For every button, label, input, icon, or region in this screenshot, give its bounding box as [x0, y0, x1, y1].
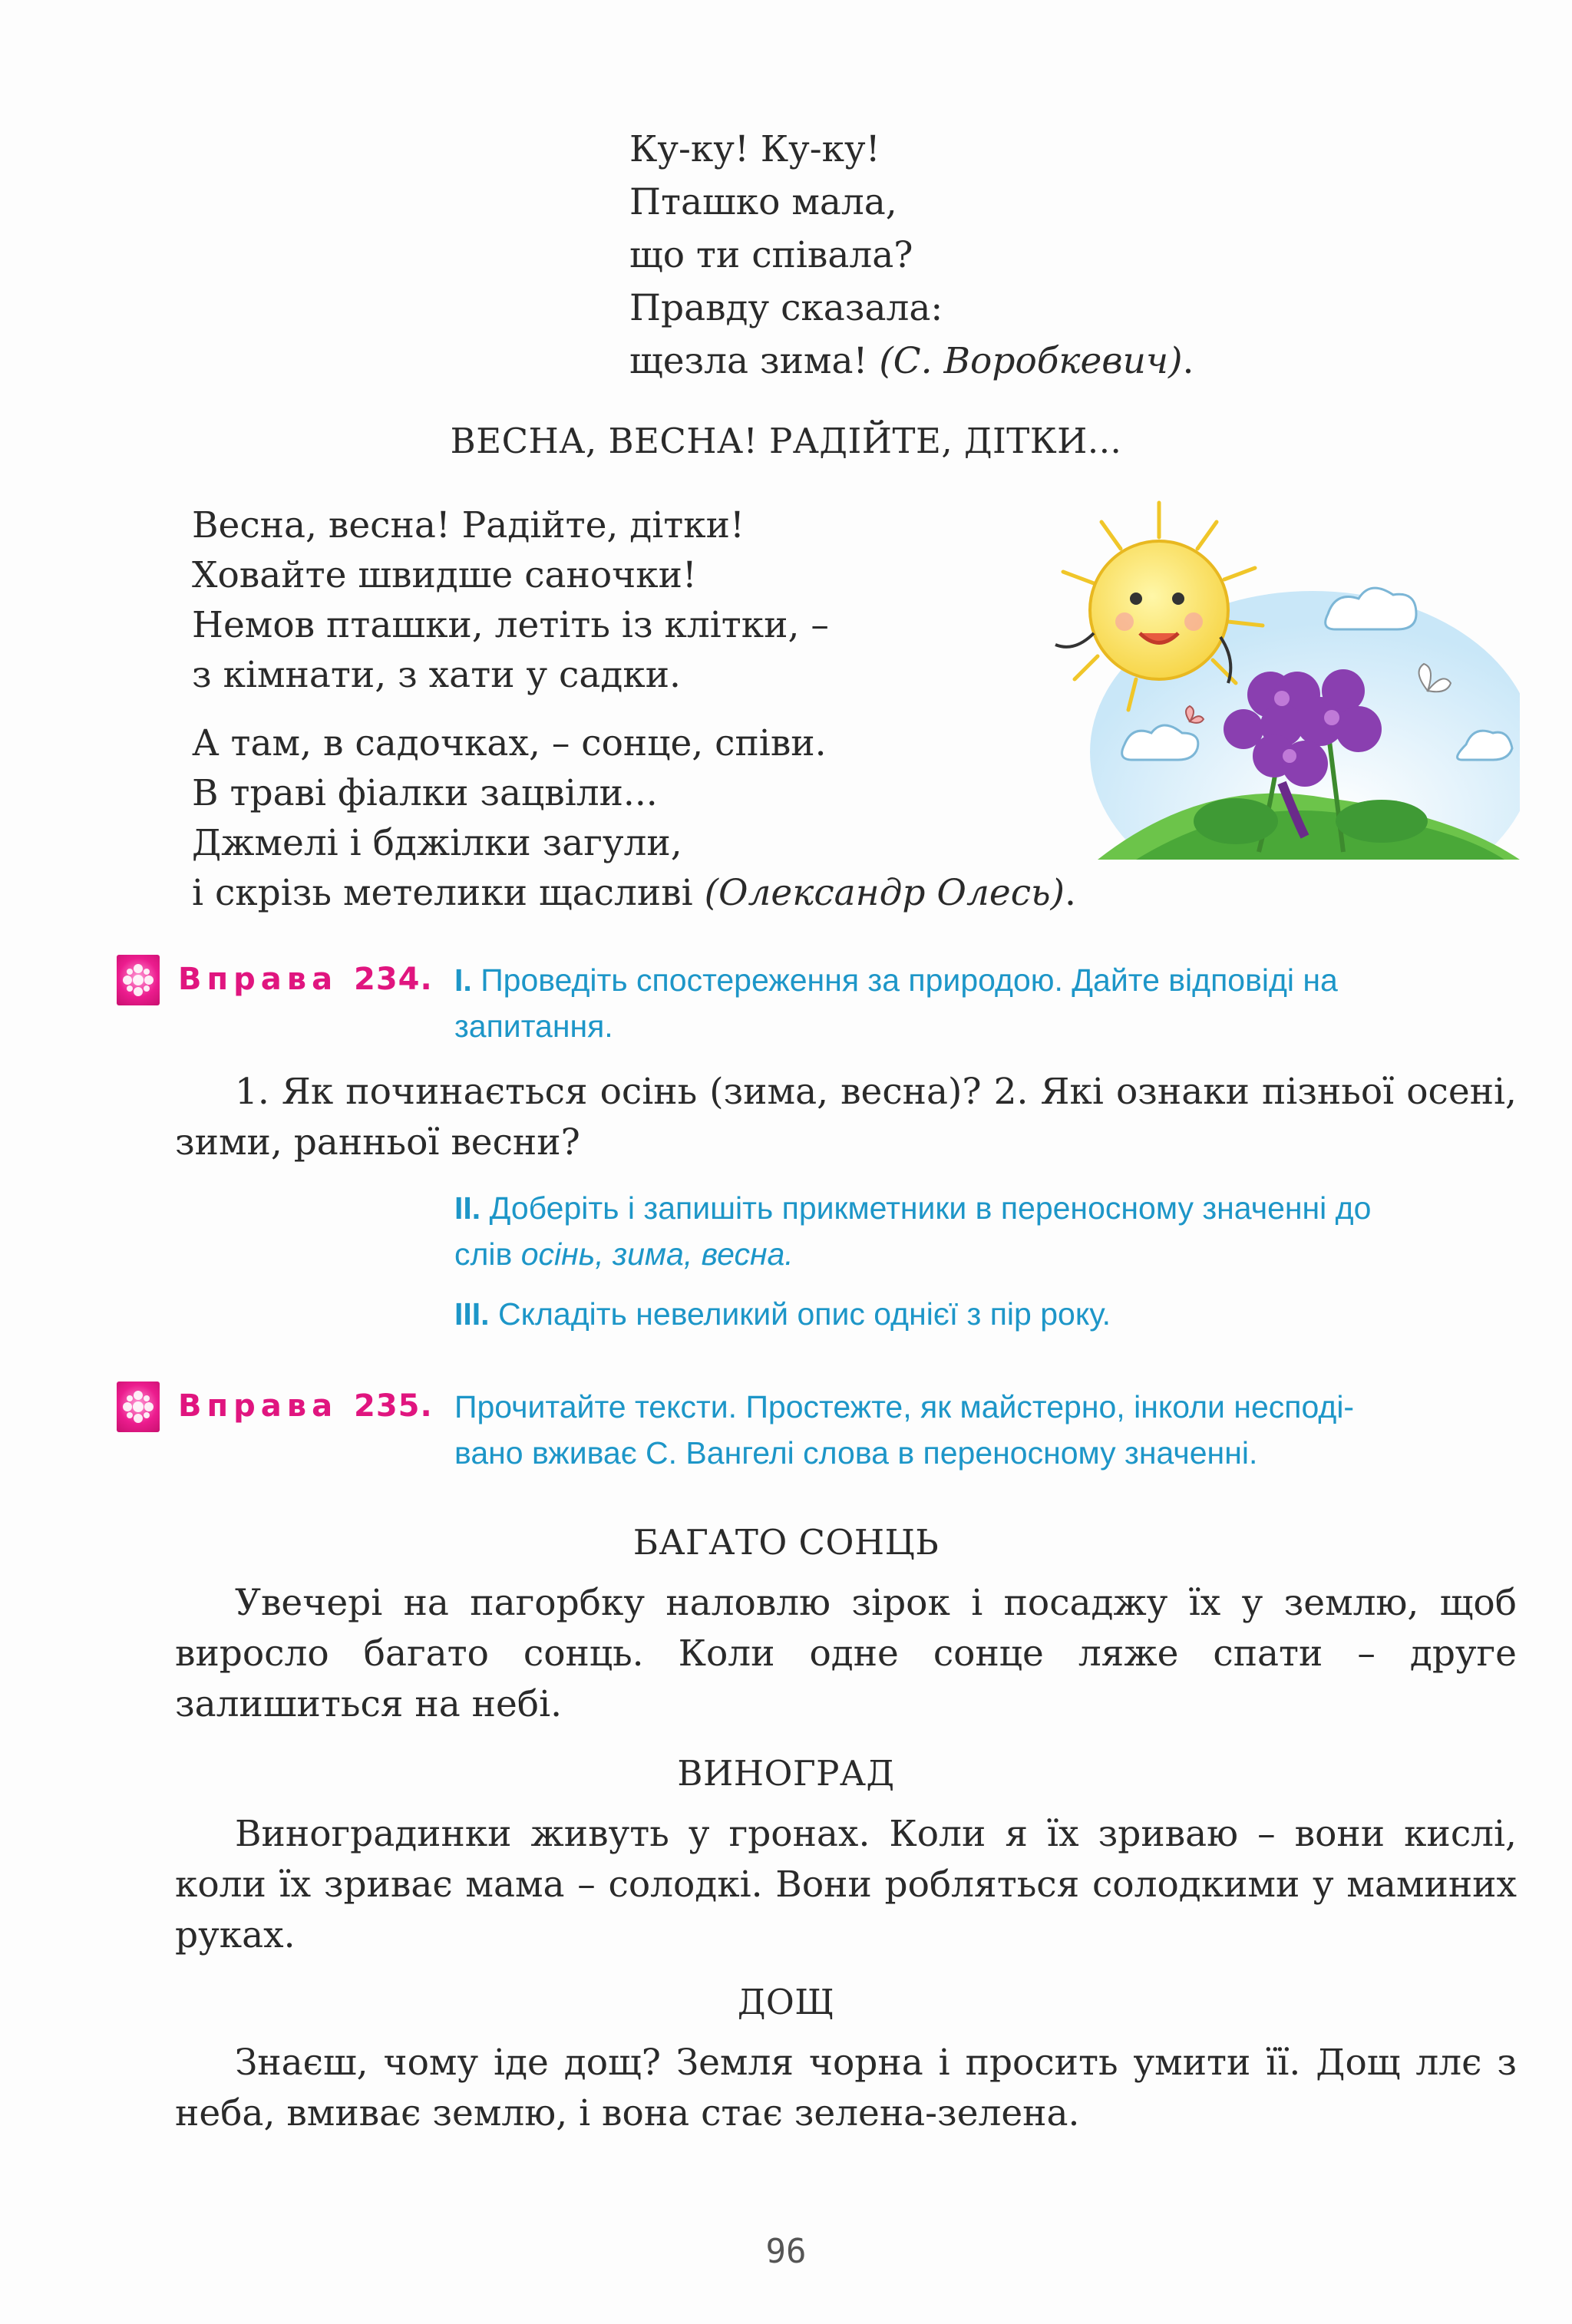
- exercise-234-task-2: [454, 1185, 1521, 1277]
- poem-author: (С. Воробкевич): [879, 340, 1183, 382]
- text-body: Увечері на пагорбку наловлю зірок і посаджу їх у землю, щоб виросло багато сонць. Коли одне сонце ляже спати – друге залишиться на небі.: [175, 1582, 1517, 1725]
- poem-line: Немов пташки, летіть із клітки, –: [192, 604, 829, 646]
- flower-ornament-icon: [117, 955, 160, 1005]
- poem-cuckoo: [629, 123, 1194, 388]
- exercise-234-questions: 1. Як починається осінь (зима, весна)? 2. Які ознаки пізньої осені, зими, ранньої весни?: [175, 1071, 1517, 1164]
- task-text: вано вживає С. Вангелі слова в переносному значенні.: [454, 1435, 1258, 1471]
- task-text: Прочитайте тексти. Простежте, як майстерно, інколи несподі-: [454, 1389, 1355, 1424]
- poem-line: що ти співала?: [629, 234, 913, 276]
- task-text: Складіть невеликий опис однієї з пір року.: [497, 1296, 1111, 1332]
- poem-spring-title: ВЕСНА, ВЕСНА! РАДІЙТЕ, ДІТКИ...: [450, 421, 1122, 461]
- sun-violets-illustration: [1052, 499, 1520, 860]
- task-text: слів: [454, 1236, 513, 1272]
- poem-line: А там, в садочках, – сонце, співи.: [192, 722, 827, 764]
- poem-line: і скрізь метелики щасливі: [192, 872, 693, 914]
- poem-line: Ховайте швидше саночки!: [192, 554, 697, 596]
- poem-line: щезла зима!: [629, 340, 868, 382]
- poem-line: Весна, весна! Радійте, дітки!: [192, 504, 745, 546]
- poem-line-last: [629, 335, 1194, 388]
- flower-ornament-icon: [117, 1382, 160, 1432]
- exercise-234-task-3: [454, 1291, 1521, 1337]
- poem-line: з кімнати, з хати у садки.: [192, 654, 681, 696]
- exercise-234-label: [178, 962, 433, 997]
- exercise-label-word: Вправа: [178, 962, 339, 997]
- poem-spring-stanza-1: [192, 500, 829, 700]
- poem-line-last: [192, 868, 1076, 918]
- exercise-235-label: [178, 1388, 433, 1424]
- task-text: Доберіть і запишіть прикметники в переносному значенні до: [489, 1190, 1372, 1226]
- page-number: 96: [765, 2232, 807, 2271]
- text-title: ВИНОГРАД: [677, 1753, 895, 1794]
- task-roman-numeral: І.: [454, 962, 472, 998]
- poem-line: Ку-ку! Ку-ку!: [629, 128, 880, 170]
- task-roman-numeral: ІІ.: [454, 1190, 481, 1226]
- task-text: запитання.: [454, 1008, 613, 1044]
- exercise-235-task: [454, 1384, 1521, 1476]
- poem-line: Пташко мала,: [629, 181, 897, 223]
- text-title: БАГАТО СОНЦЬ: [632, 1522, 940, 1563]
- poem-line: В траві фіалки зацвіли...: [192, 772, 658, 814]
- poem-spring-stanza-2: [192, 718, 1076, 918]
- text-title: ДОЩ: [737, 1982, 835, 2022]
- poem-line: Правду сказала:: [629, 287, 943, 329]
- task-italic-words: осінь, зима, весна.: [520, 1236, 794, 1272]
- poem-line: Джмелі і бджілки загули,: [192, 822, 682, 864]
- exercise-number: 234.: [354, 962, 433, 997]
- poem-end: .: [1182, 340, 1194, 382]
- exercise-number: 235.: [354, 1388, 433, 1424]
- poem-end: .: [1064, 872, 1076, 914]
- exercise-234-task-1: [454, 957, 1521, 1049]
- exercise-label-word: Вправа: [178, 1388, 339, 1424]
- text-body: Знаєш, чому іде дощ? Земля чорна і просить умити її. Дощ ллє з неба, вмиває землю, і вона стає зелена-зелена.: [175, 2042, 1517, 2134]
- poem-author: (Олександр Олесь): [704, 872, 1065, 914]
- text-body: Виноградинки живуть у гронах. Коли я їх зриваю – вони кислі, коли їх зриває мама – солодкі. Вони робляться солодкими у маминих руках.: [175, 1813, 1517, 1956]
- task-text: Проведіть спостереження за природою. Дайте відповіді на: [481, 962, 1338, 998]
- task-roman-numeral: ІІІ.: [454, 1296, 490, 1332]
